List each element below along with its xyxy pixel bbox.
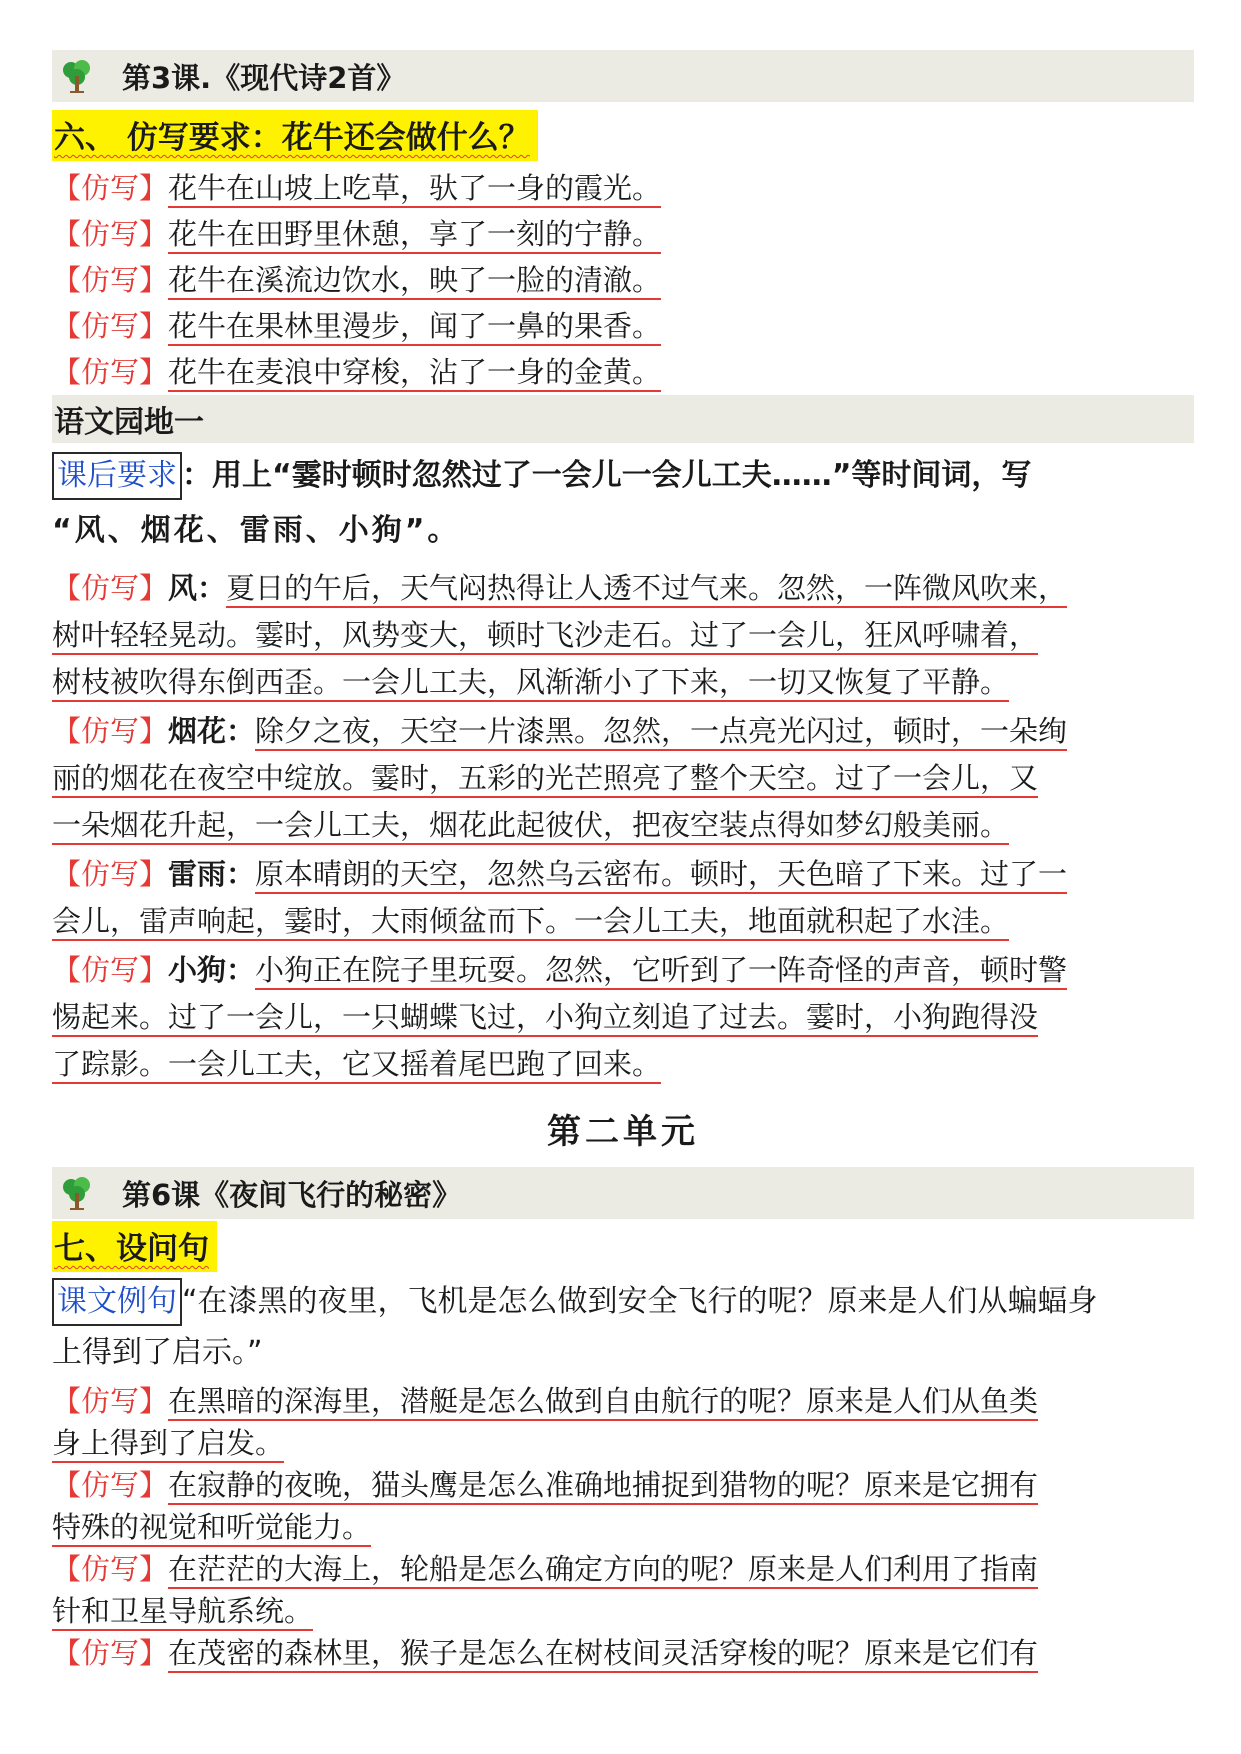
yuwen-title-bar [52,395,1194,443]
imitation-item: 【仿写】在黑暗的深海里，潜艇是怎么做到自由航行的呢？原来是人们从鱼类 身上得到了启发。 [52,1380,1194,1464]
requirement-line-1: 课后要求 ：用上“霎时顿时忽然过了一会儿一会儿工夫……”等时间词，写 [52,449,1194,503]
requirement-label: 课后要求 [52,452,182,500]
imitation-item: 【仿写】在寂静的夜晚，猫头鹰是怎么准确地捕捉到猎物的呢？原来是它拥有 特殊的视觉和听觉能力。 [52,1464,1194,1548]
paragraph-fireworks: 【仿写】烟花：除夕之夜，天空一片漆黑。忽然，一点亮光闪过，顿时，一朵绚 丽的烟花在夜空中绽放。霎时，五彩的光芒照亮了整个天空。过了一会儿，又 一朵烟花升起，一会儿工夫，烟花此起彼伏，把夜空装点得如梦幻般美丽。 [52,708,1194,849]
tree-icon [60,1175,94,1211]
lesson-3-title: 第3课.《现代诗2首》 [122,60,406,95]
paragraph-wind: 【仿写】风：夏日的午后，天气闷热得让人透不过气来。忽然，一阵微风吹来， 树叶轻轻晃动。霎时，风势变大，顿时飞沙走石。过了一会儿，狂风呼啸着， 树枝被吹得东倒西歪。一会儿工夫，风渐渐小了下来，一切又恢复了平静。 [52,565,1194,706]
imitation-line: 【仿写】花牛在田野里休憩，享了一刻的宁静。 [52,211,1194,257]
section-6-heading: 六、 仿写要求：花牛还会做什么？ [52,110,538,161]
imitation-item: 【仿写】在茫茫的大海上，轮船是怎么确定方向的呢？原来是人们利用了指南 针和卫星导航系统。 [52,1548,1194,1632]
yuwen-title: 语文园地一 [54,405,204,440]
imitation-line: 【仿写】花牛在果林里漫步，闻了一鼻的果香。 [52,303,1194,349]
lesson-6-title: 第6课《夜间飞行的秘密》 [122,1177,462,1212]
document-page [52,50,1194,1674]
paragraph-puppy: 【仿写】小狗：小狗正在院子里玩耍。忽然，它听到了一阵奇怪的声音，顿时警 惕起来。过了一会儿，一只蝴蝶飞过，小狗立刻追了过去。霎时，小狗跑得没 了踪影。一会儿工夫，它又摇着尾巴跑了回来。 [52,947,1194,1088]
lesson-6-items [52,1380,1194,1674]
section-7-heading: 七、设问句 [52,1221,217,1272]
imitation-line: 【仿写】花牛在溪流边饮水，映了一脸的清澈。 [52,257,1194,303]
lesson-3-title-bar [52,50,1194,102]
lesson-6-title-bar [52,1167,1194,1219]
tree-icon [60,58,94,94]
paragraph-thunderstorm: 【仿写】雷雨：原本晴朗的天空，忽然乌云密布。顿时，天色暗了下来。过了一 会儿，雷声响起，霎时，大雨倾盆而下。一会儿工夫，地面就积起了水洼。 [52,851,1194,945]
requirement-line-2: “风、烟花、雷雨、小狗”。 [52,513,461,548]
lesson-3-items [52,165,1194,395]
imitation-line: 【仿写】花牛在麦浪中穿梭，沾了一身的金黄。 [52,349,1194,395]
example-label: 课文例句 [52,1278,182,1326]
imitation-line: 【仿写】花牛在山坡上吃草，驮了一身的霞光。 [52,165,1194,211]
example-block: 课文例句 “在漆黑的夜里，飞机是怎么做到安全飞行的呢？原来是人们从蝙蝠身 上得到了启示。” [52,1276,1194,1378]
unit-2-title: 第二单元 [547,1112,699,1152]
imitation-item: 【仿写】在茂密的森林里，猴子是怎么在树枝间灵活穿梭的呢？原来是它们有 [52,1632,1194,1674]
